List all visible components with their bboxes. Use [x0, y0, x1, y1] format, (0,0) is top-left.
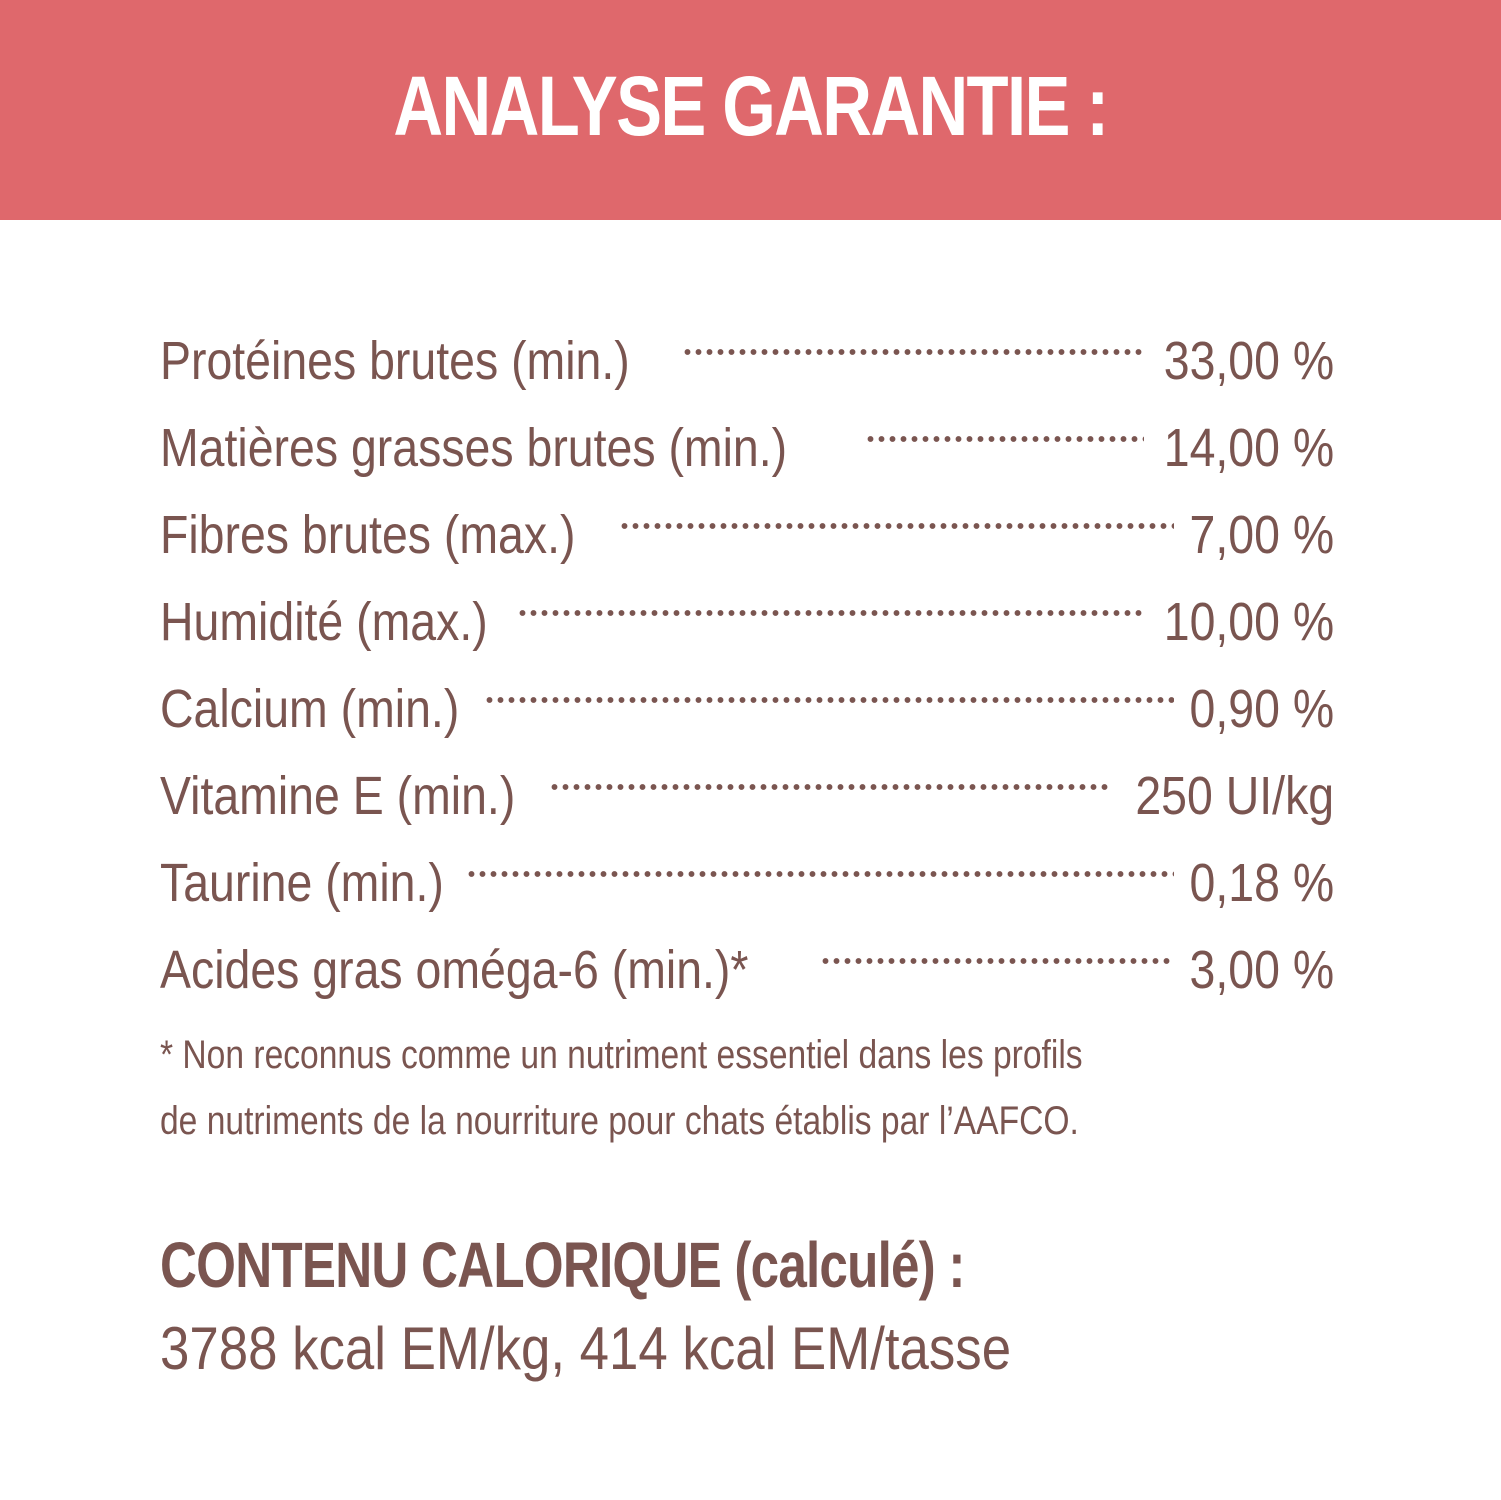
calorie-content-value: 3788 kcal EM/kg, 414 kcal EM/tasse: [160, 1315, 1012, 1382]
analysis-label: Protéines brutes (min.): [160, 331, 630, 391]
analysis-value: 0,18 %: [1189, 853, 1334, 913]
footnote: [160, 1022, 1252, 1154]
dot-leader: [466, 814, 1174, 901]
analysis-value: 0,90 %: [1189, 679, 1334, 739]
analysis-label: Humidité (max.): [160, 592, 488, 652]
analysis-label: Fibres brutes (max.): [160, 505, 576, 565]
calorie-content-heading: CONTENU CALORIQUE (calculé) :: [160, 1229, 965, 1301]
dot-leader: [865, 379, 1144, 466]
analysis-value: 3,00 %: [1189, 940, 1334, 1000]
analysis-row: [160, 292, 1334, 391]
analysis-label: Vitamine E (min.): [160, 766, 516, 826]
dot-leader: [517, 553, 1144, 640]
footnote-line: de nutriments de la nourriture pour chats établis par l’AAFCO.: [160, 1099, 1079, 1143]
analysis-label: Acides gras oméga-6 (min.)*: [160, 940, 749, 1000]
analysis-value: 250 UI/kg: [1135, 766, 1334, 826]
analysis-label: Matières grasses brutes (min.): [160, 418, 788, 478]
dot-leader: [619, 466, 1174, 553]
analysis-value: 10,00 %: [1163, 592, 1334, 652]
dot-leader: [484, 640, 1174, 727]
analysis-value: 7,00 %: [1189, 505, 1334, 565]
guaranteed-analysis-table: [160, 292, 1334, 1000]
dot-leader: [682, 292, 1144, 379]
analysis-value: 33,00 %: [1163, 331, 1334, 391]
analysis-value: 14,00 %: [1163, 418, 1334, 478]
footnote-line: * Non reconnus comme un nutriment essentiel dans les profils: [160, 1033, 1083, 1077]
page-title: ANALYSE GARANTIE :: [393, 58, 1108, 153]
dot-leader: [820, 901, 1174, 988]
analysis-label: Taurine (min.): [160, 853, 444, 913]
dot-leader: [549, 727, 1111, 814]
analysis-label: Calcium (min.): [160, 679, 460, 739]
header-banner: [0, 0, 1501, 220]
